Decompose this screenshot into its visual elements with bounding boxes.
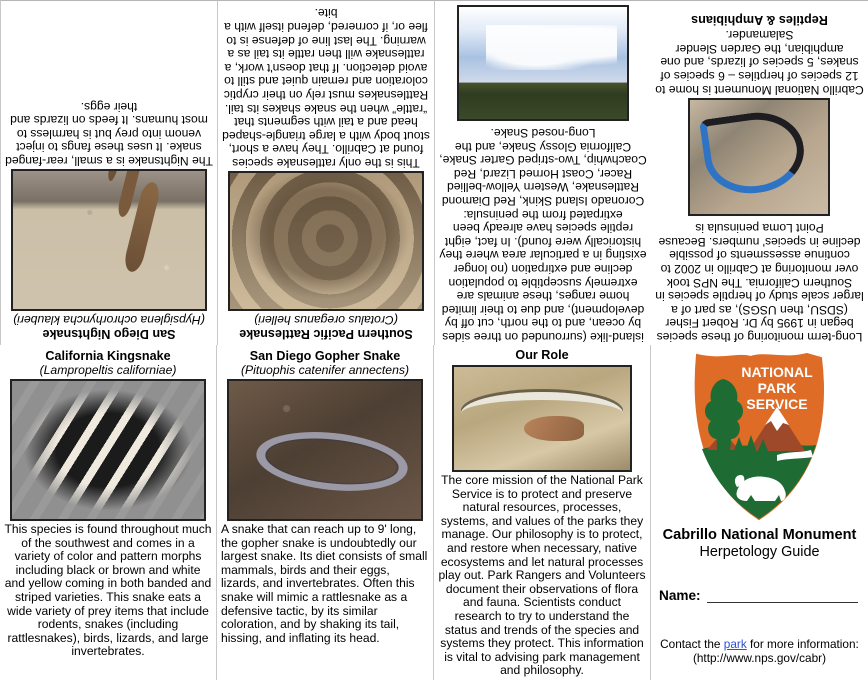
reptiles-amphibians-intro: Cabrillo National Monument is home to 12 species of herptiles – 6 species of snakes, 5 species of lizards, and one amphibian, the Garden Slender Salamander. [655, 28, 864, 97]
nps-logo-wrap [655, 351, 864, 521]
gopher-snake-description: A snake that can reach up to 9' long, the gopher snake is undoubtedly our largest snake. Its diet consists of small mammals, birds and their eggs, lizards, and invertebrates. Often this snake will mimic a rattlesnake as a defensive tactic, by its similar coloration, and by shaking its tail, hissing, and inflating its head. [221, 522, 428, 645]
panel-nightsnake-inner [5, 3, 213, 343]
nightsnake-scientific-name: (Hypsiglena ochrorhyncha klauberi) [13, 313, 205, 327]
panel-island-effect [434, 0, 651, 345]
nightsnake-description: The Nightsnake is a small, rear-fanged snake. It uses these fangs to inject venom into prey but is harmless to most humans. It feeds on lizards and their eggs. [5, 99, 213, 168]
reptiles-amphibians-heading: Reptiles & Amphibians [691, 12, 828, 27]
gopher-snake-scientific-name: (Pituophis catenifer annectens) [240, 363, 409, 377]
panel-cover [651, 345, 868, 680]
monitoring-description: Long-term monitoring of these species began in 1995 by Dr. Robert Fisher (SDSU, then USGS), as part of a larger scale study of herptile species in Southern California. The NPS took over monitoring at Cabrillo in 2002 to continue assessments of possible decline in species' numbers. Because Point Loma peninsula is [655, 221, 864, 344]
panel-reptiles-amphibians [651, 0, 868, 345]
island-effect-description: island-like (surrounded on three sides by ocean, and to the north, cut off by development), and due to their limited home ranges, these animals are extremely susceptible to population decline and extirpation (no longer existing in a particular area where they historically were found). In fact, eight reptile species have already been extirpated from the peninsula: Coronado Island Skink, Red Diamond Rattlesnake, Western Yellow-bellied Racer, Coast Horned Lizard, Red Coachwhip, Two-striped Garter Snake, California Glossy Snake, and the Long-nosed Snake. [439, 126, 647, 344]
contact-prefix: Contact the [660, 637, 724, 651]
name-label: Name: [659, 588, 701, 603]
panel-reptiles-amphibians-inner [655, 3, 864, 343]
panel-our-role-inner [438, 347, 646, 678]
name-input[interactable] [707, 587, 858, 603]
nps-logo-line3: SERVICE [745, 396, 808, 412]
contact-url: (http://www.nps.gov/cabr) [692, 651, 827, 665]
panel-our-role [434, 345, 651, 680]
park-link[interactable]: park [723, 637, 747, 651]
peninsula-sky-photo [457, 6, 629, 122]
contact-line [655, 637, 864, 665]
nps-logo-line2: PARK [757, 380, 796, 396]
kingsnake-common-name: California Kingsnake [45, 349, 171, 363]
panel-rattlesnake-inner [222, 3, 430, 343]
kingsnake-scientific-name: (Lampropeltis californiae) [39, 363, 177, 377]
rattlesnake-description: This is the only rattlesnake species found at Cabrillo. They have a short, stout body with a large triangle-shaped head and a tail with segments that “rattle” when the snake shakes its tail. Rattlesnakes must rely on their cryptic coloration and remain quiet and still to avoid detection. If that doesn't work, a rattlesnake will then rattle its tail as a warning. The last line of defense is to flee or, if cornered, defend itself with a bite. [222, 6, 430, 170]
panel-kingsnake [0, 345, 217, 680]
gopher-snake-common-name: San Diego Gopher Snake [249, 349, 401, 363]
brochure-bottom-row [0, 345, 868, 680]
panel-island-effect-inner [439, 3, 647, 343]
rattlesnake-photo [228, 171, 424, 311]
our-role-description: The core mission of the National Park Service is to protect and preserve natural resources, processes, systems, and values of the parks they manage. Our philosophy is to protect, and restore when necessary, native ecosystems and let natural processes play out. Park Rangers and Volunteers document their observations of flora and fauna. Scientists conduct research to try to understand the status and trends of the species and systems they protect. This information is vital to advising park management and philosophy. [438, 473, 646, 678]
panel-kingsnake-inner [4, 347, 212, 678]
gopher-snake-photo [227, 379, 423, 521]
rattlesnake-scientific-name: (Crotalus oreganus helleri) [254, 313, 398, 327]
nps-logo-line1: NATIONAL [740, 364, 813, 380]
rattlesnake-common-name: Southern Pacific Rattlesnake [239, 327, 413, 341]
panel-cover-inner [655, 347, 864, 678]
panel-gopher-snake-inner [221, 347, 429, 678]
name-field-row [659, 587, 858, 603]
cover-title: Cabrillo National Monument [662, 527, 857, 543]
nightsnake-common-name: San Diego Nightsnake [42, 327, 176, 341]
nps-arrowhead-logo [689, 351, 831, 521]
our-role-snake-photo [452, 365, 632, 472]
panel-nightsnake [0, 0, 217, 345]
contact-suffix: for more information: [746, 637, 859, 651]
kingsnake-photo [10, 379, 206, 521]
nightsnake-photo [11, 169, 207, 311]
skink-photo [689, 98, 831, 216]
panel-gopher-snake [217, 345, 434, 680]
our-role-heading: Our Role [515, 348, 569, 362]
kingsnake-description: This species is found throughout much of the southwest and comes in a variety of color and pattern morphs including black or brown and white and yellow coming in both banded and striped varieties. This snake eats a wide variety of prey items that include rodents, snakes (including rattlesnakes), birds, lizards, and large invertebrates. [4, 522, 212, 659]
cover-subtitle: Herpetology Guide [699, 544, 820, 560]
panel-rattlesnake [217, 0, 434, 345]
